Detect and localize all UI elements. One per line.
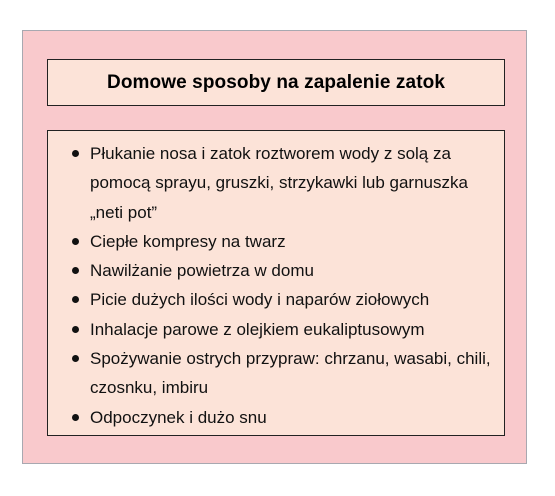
bullet-icon (72, 267, 79, 274)
list-item (48, 285, 494, 314)
list-item-text: Odpoczynek i dużo snu (90, 407, 267, 427)
list-item (48, 227, 494, 256)
bullet-icon (72, 296, 79, 303)
list-item (48, 256, 494, 285)
list-item-text: Spożywanie ostrych przypraw: chrzanu, wasabi, chili, czosnku, imbiru (90, 349, 491, 398)
bullet-icon (72, 414, 79, 421)
list-item (48, 315, 494, 344)
title-box (47, 59, 505, 106)
remedies-list (48, 139, 494, 432)
bullet-icon (72, 355, 79, 362)
list-item (48, 403, 494, 432)
bullet-icon (72, 326, 79, 333)
list-item-text: Ciepłe kompresy na twarz (90, 231, 286, 251)
list-item-text: Nawilżanie powietrza w domu (90, 261, 314, 281)
list-item (48, 139, 494, 227)
remedies-box (47, 130, 505, 436)
infobox-title: Domowe sposoby na zapalenie zatok (107, 71, 445, 93)
infobox (22, 30, 527, 464)
bullet-icon (72, 238, 79, 245)
list-item-text: Picie dużych ilości wody i naparów ziołowych (90, 290, 430, 310)
list-item-text: Płukanie nosa i zatok roztworem wody z solą za pomocą sprayu, gruszki, strzykawki lub garnuszka „neti pot” (90, 144, 468, 222)
list-item-text: Inhalacje parowe z olejkiem eukaliptusowym (90, 319, 425, 339)
list-item (48, 344, 494, 403)
bullet-icon (72, 150, 79, 157)
